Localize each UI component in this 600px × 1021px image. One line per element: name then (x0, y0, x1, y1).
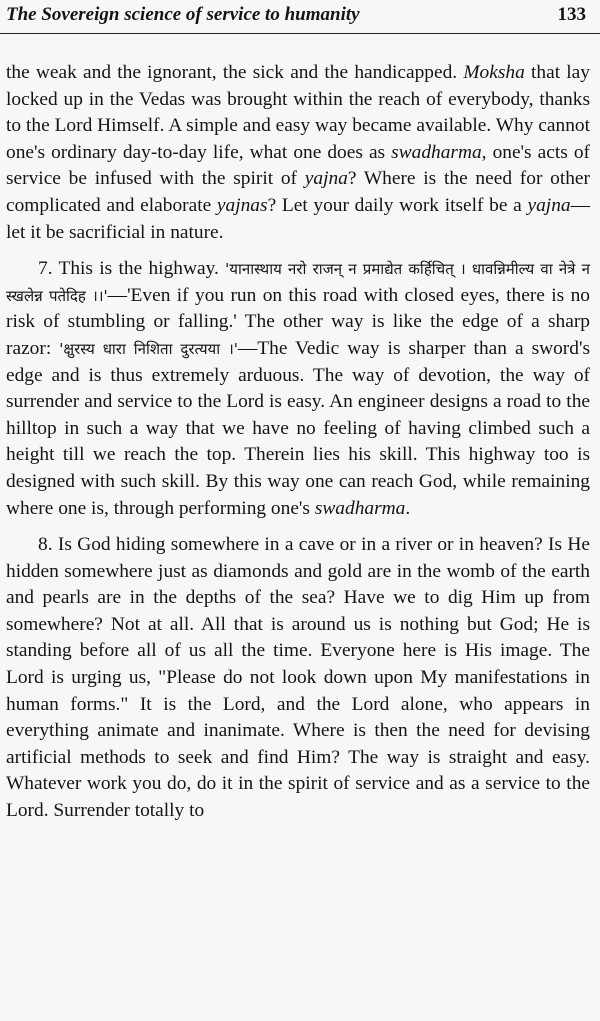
paragraph-7: 7. This is the highway. 'यानास्थाय नरो राजन् न प्रमाद्येत कर्हिचित् । धावन्निमील्य वा नेत्रे न स्खलेन्न पतेदिह ।।'—'Even if you run on this road with closed eyes, there is no risk of stumbling or falling.' The other way is like the edge of a sharp razor: 'क्षुरस्य धारा निशिता दुरत्यया ।'—The Vedic way is sharper than a sword's edge and is thus extremely arduous. The way of devotion, the way of surrender and service to the Lord is easy. An engineer designs a road to the hilltop in such a way that we have no feeling of having climbed such a height till we reach the top. Therein lies his skill. This highway too is designed with such skill. By this way one can reach God, while remaining where one is, through performing one's swadharma. (6, 258, 591, 519)
running-header (6, 4, 586, 28)
sanskrit-verse: 'क्षुरस्य धारा निशिता दुरत्यया ।' (59, 339, 238, 358)
paragraph-1: the weak and the ignorant, the sick and the handicapped. Moksha that lay locked up in the Vedas was brought within the reach of everybody, thanks to the Lord Himself. A simple and easy way became available. Why cannot one's ordinary day-to-day life, what one does as swadharma, one's acts of service be infused with the spirit of yajna? Where is the need for other complicated and elaborate yajnas? Let your daily work itself be a yajna—let it be sacrificial in nature. (6, 62, 590, 243)
paragraph-8: 8. Is God hiding somewhere in a cave or in a river or in heaven? Is He hidden somewhere just as diamonds and gold are in the womb of the earth and pearls are in the depths of the sea? Have we to dig Him up from somewhere? Not at all. All that is around us is nothing but God; He is standing before all of us all the time. Everyone here is His image. The Lord is urging us, "Please do not look down upon My manifestations in human forms." It is the Lord, and the Lord alone, who appears in everything animate and inanimate. Where is then the need for devising artificial methods to seek and find Him? The way is straight and easy. Whatever work you do, do it in the spirit of service and as a service to the Lord. Surrender totally to (6, 534, 590, 822)
page-number: 133 (557, 4, 586, 25)
term-yajna: yajna (527, 194, 571, 216)
term-yajnas: yajnas (216, 194, 268, 216)
body-text (6, 60, 590, 825)
header-rule (0, 33, 600, 34)
term-moksha: Moksha (463, 62, 525, 83)
chapter-title: The Sovereign science of service to humanity (6, 4, 360, 25)
sanskrit-verse: 'यानास्थाय नरो राजन् न प्रमाद्येत कर्हिचित् । धावन्निमील्य वा नेत्रे न स्खलेन्न पतेदिह ।।' (6, 260, 590, 305)
term-yajna: yajna (304, 168, 348, 190)
term-swadharma: swadharma (391, 141, 482, 163)
term-swadharma: swadharma (314, 497, 406, 519)
